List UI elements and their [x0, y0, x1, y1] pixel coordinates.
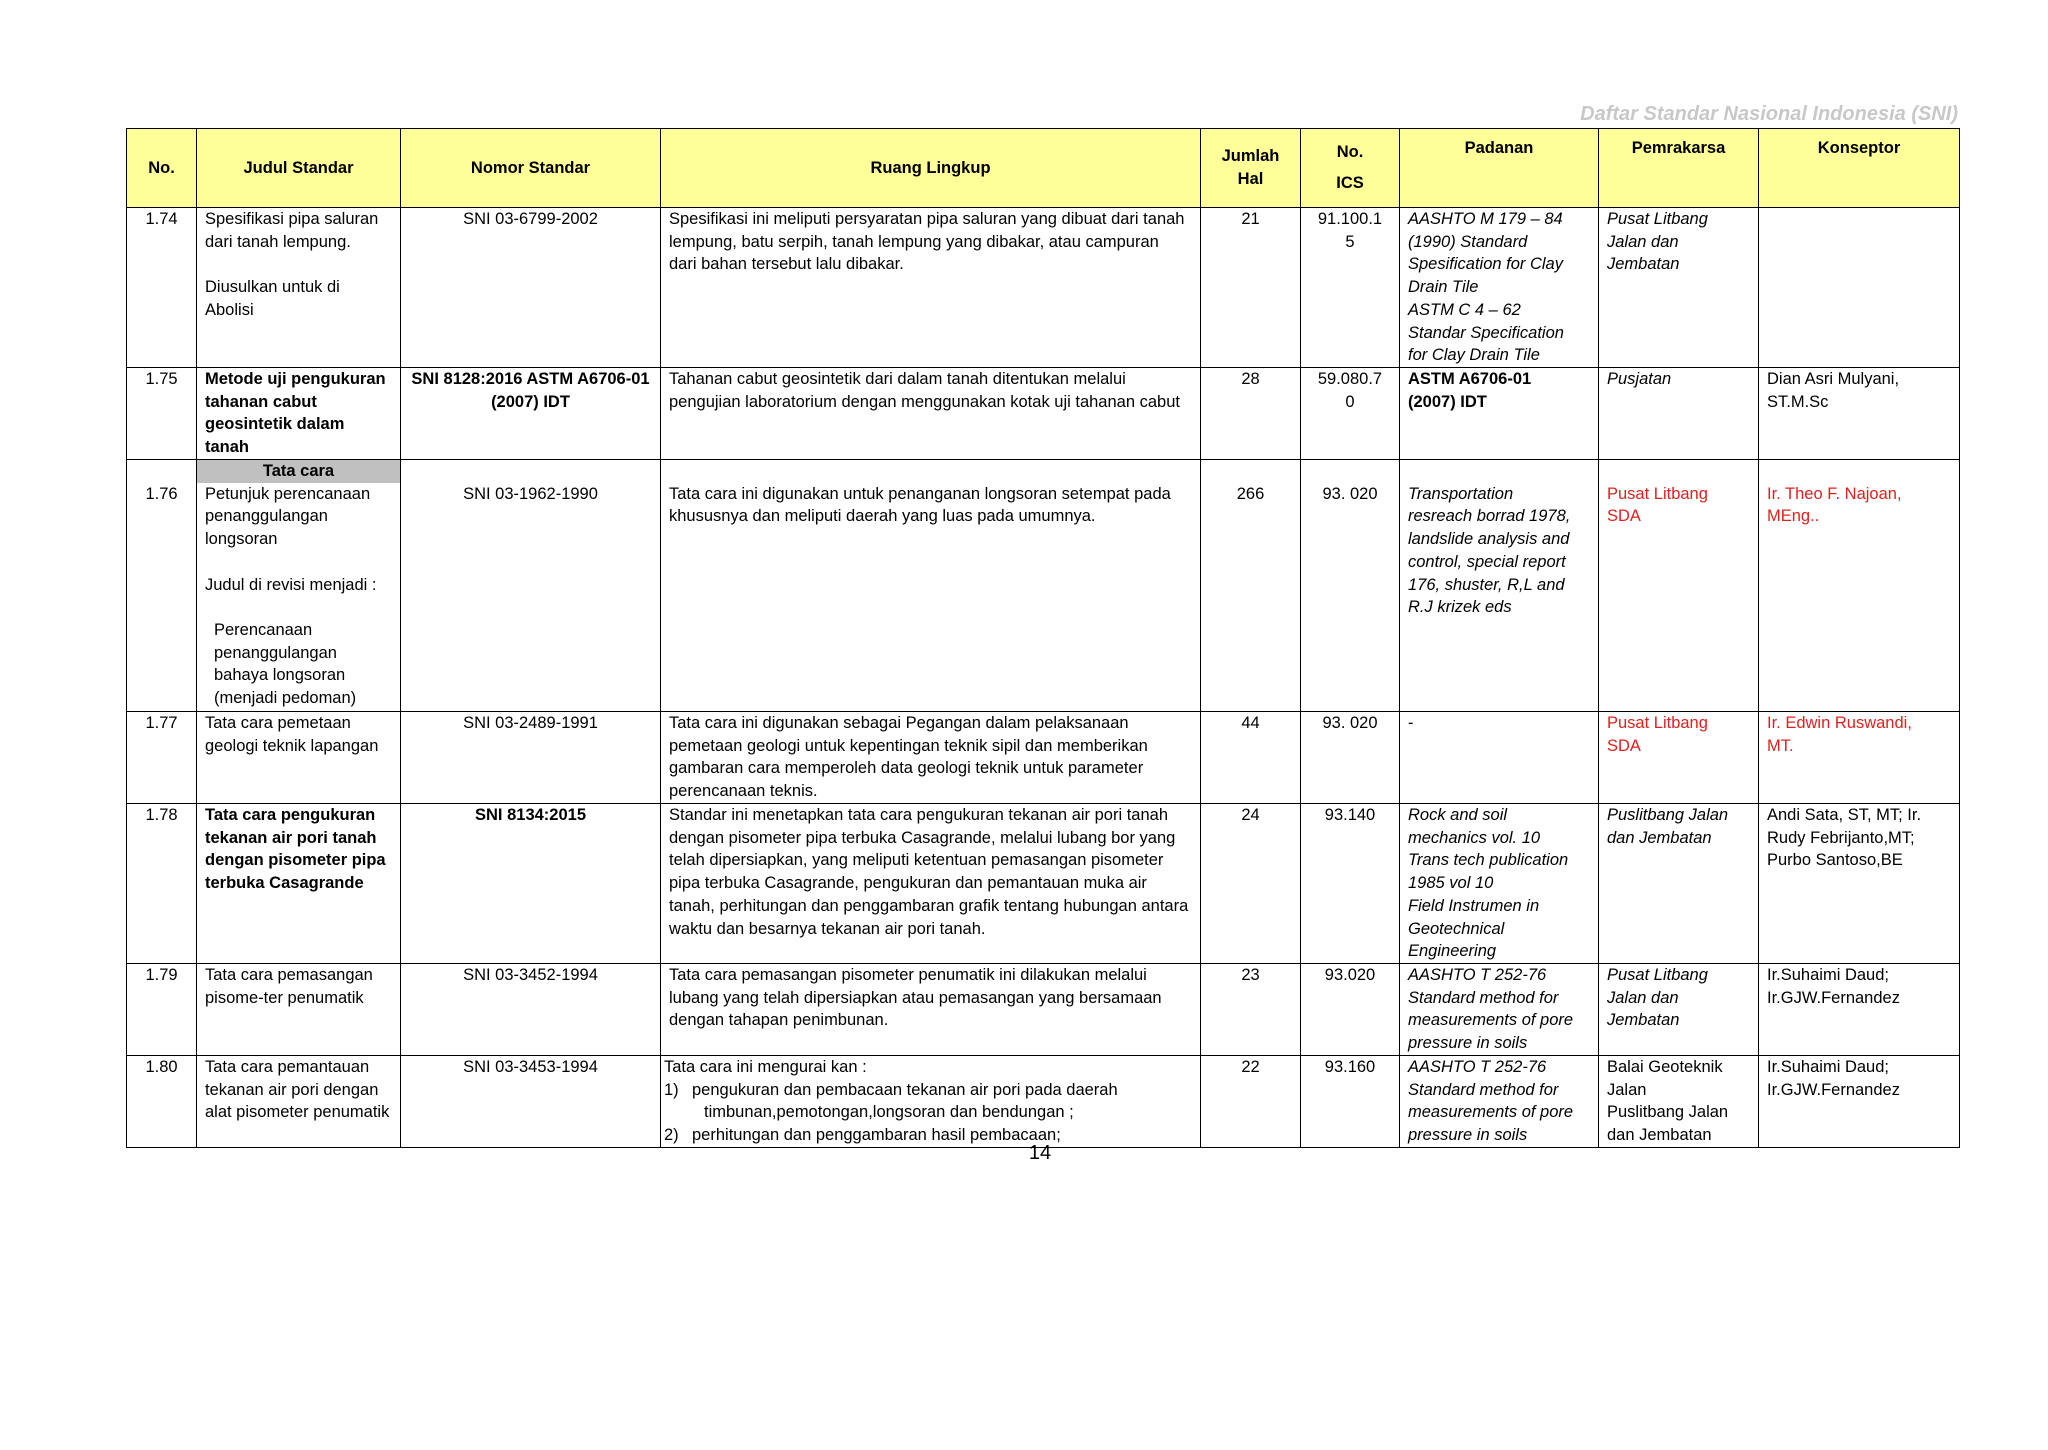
- row-padanan: Rock and soil mechanics vol. 10 Trans tech publication 1985 vol 10 Field Instrumen in Geotechnical Engineering: [1400, 804, 1599, 964]
- row-nomor: SNI 8128:2016 ASTM A6706-01 (2007) IDT: [401, 368, 661, 460]
- table-row: [127, 804, 1960, 964]
- row-konseptor: Ir. Theo F. Najoan, MEng..: [1759, 460, 1960, 712]
- row-padanan: AASHTO M 179 – 84 (1990) Standard Spesification for Clay Drain Tile ASTM C 4 – 62 Standar Specification for Clay Drain Tile: [1400, 208, 1599, 368]
- document-header: Daftar Standar Nasional Indonesia (SNI): [1580, 103, 1958, 125]
- row-judul: Tata cara pemetaan geologi teknik lapangan: [197, 712, 401, 804]
- row-pemrakarsa: Pusat Litbang SDA: [1599, 712, 1759, 804]
- row-jumlah-hal: 266: [1201, 460, 1301, 712]
- row-ruang-lingkup: Tahanan cabut geosintetik dari dalam tanah ditentukan melalui pengujian laboratorium dengan menggunakan kotak uji tahanan cabut: [661, 368, 1201, 460]
- row-no: 1.77: [127, 712, 197, 804]
- row-ics: 91.100.1 5: [1301, 208, 1400, 368]
- row-ruang-lingkup: Tata cara ini digunakan untuk penanganan longsoran setempat pada khususnya dan meliputi daerah yang luas pada umumnya.: [661, 460, 1201, 712]
- col-header-pemrakarsa: Pemrakarsa: [1599, 129, 1759, 208]
- row-pemrakarsa: Balai Geoteknik Jalan Puslitbang Jalan dan Jembatan: [1599, 1056, 1759, 1148]
- row-jumlah-hal: 24: [1201, 804, 1301, 964]
- row-jumlah-hal: 21: [1201, 208, 1301, 368]
- row-judul: Tata cara pemantauan tekanan air pori dengan alat pisometer penumatik: [197, 1056, 401, 1148]
- row-judul: Metode uji pengukuran tahanan cabut geosintetik dalam tanah: [197, 368, 401, 460]
- row-nomor: SNI 03-2489-1991: [401, 712, 661, 804]
- row-padanan: ASTM A6706-01 (2007) IDT: [1400, 368, 1599, 460]
- col-header-judul: Judul Standar: [197, 129, 401, 208]
- row-no: 1.79: [127, 964, 197, 1056]
- row-no: 1.75: [127, 368, 197, 460]
- table-row: [127, 460, 1960, 712]
- row-pemrakarsa: Pusat Litbang Jalan dan Jembatan: [1599, 964, 1759, 1056]
- row-ruang-lingkup: Spesifikasi ini meliputi persyaratan pipa saluran yang dibuat dari tanah lempung, batu serpih, tanah lempung yang dibakar, atau campuran dari bahan tersebut lalu dibakar.: [661, 208, 1201, 368]
- row-ruang-lingkup: Standar ini menetapkan tata cara pengukuran tekanan air pori tanah dengan pisometer pipa terbuka Casagrande, melalui lubang bor yang telah dipersiapkan, yang meliputi ketentuan pemasangan pisometer pipa terbuka Casagrande, pengukuran dan pemantauan muka air tanah, perhitungan dan penggambaran grafik tentang hubungan antara waktu dan besarnya tekanan air pori tanah.: [661, 804, 1201, 964]
- table-row: [127, 1056, 1960, 1148]
- row-ruang-lingkup: Tata cara pemasangan pisometer penumatik ini dilakukan melalui lubang yang telah dipersiapkan atau pemasangan yang bersamaan dengan tahapan penimbunan.: [661, 964, 1201, 1056]
- row-nomor: SNI 03-1962-1990: [401, 460, 661, 712]
- row-jumlah-hal: 28: [1201, 368, 1301, 460]
- table-row: [127, 368, 1960, 460]
- row-jumlah-hal: 22: [1201, 1056, 1301, 1148]
- row-no: 1.80: [127, 1056, 197, 1148]
- row-padanan: AASHTO T 252-76 Standard method for measurements of pore pressure in soils: [1400, 1056, 1599, 1148]
- scope-list: [664, 1079, 1192, 1147]
- row-nomor: SNI 03-3452-1994: [401, 964, 661, 1056]
- col-header-nomor: Nomor Standar: [401, 129, 661, 208]
- row-pemrakarsa: Pusat Litbang SDA: [1599, 460, 1759, 712]
- row-pemrakarsa: Pusat Litbang Jalan dan Jembatan: [1599, 208, 1759, 368]
- table-row: [127, 964, 1960, 1056]
- row-ruang-lingkup: Tata cara ini mengurai kan : 1) pengukuran dan pembacaan tekanan air pori pada daerah timbunan,pemotongan,longsoran dan bendungan ; 2) perhitungan dan penggambaran hasil pembacaan;: [661, 1056, 1201, 1148]
- standards-table: [126, 128, 1960, 1148]
- row-konseptor: Ir.Suhaimi Daud; Ir.GJW.Fernandez: [1759, 1056, 1960, 1148]
- row-ics: 93.020: [1301, 964, 1400, 1056]
- row-padanan: -: [1400, 712, 1599, 804]
- row-ics: 93.140: [1301, 804, 1400, 964]
- row-judul: Tata cara pemasangan pisome-ter penumatik: [197, 964, 401, 1056]
- row-nomor: SNI 03-3453-1994: [401, 1056, 661, 1148]
- table-row: [127, 712, 1960, 804]
- col-header-jumlah-hal: Jumlah Hal: [1201, 129, 1301, 208]
- table-row: [127, 208, 1960, 368]
- row-pemrakarsa: Pusjatan: [1599, 368, 1759, 460]
- page-number: 14: [1028, 1142, 1052, 1164]
- col-header-no: No.: [127, 129, 197, 208]
- col-header-konseptor: Konseptor: [1759, 129, 1960, 208]
- table-header-row: [127, 129, 1960, 208]
- row-nomor: SNI 8134:2015: [401, 804, 661, 964]
- row-ics: 59.080.7 0: [1301, 368, 1400, 460]
- row-konseptor: Ir.Suhaimi Daud; Ir.GJW.Fernandez: [1759, 964, 1960, 1056]
- row-jumlah-hal: 23: [1201, 964, 1301, 1056]
- row-judul: Tata cara pengukuran tekanan air pori tanah dengan pisometer pipa terbuka Casagrande: [197, 804, 401, 964]
- row-no: 1.74: [127, 208, 197, 368]
- row-pemrakarsa: Puslitbang Jalan dan Jembatan: [1599, 804, 1759, 964]
- row-ics: 93. 020: [1301, 712, 1400, 804]
- row-ics: 93.160: [1301, 1056, 1400, 1148]
- col-header-padanan: Padanan: [1400, 129, 1599, 208]
- list-item: 2) perhitungan dan penggambaran hasil pembacaan;: [664, 1126, 1061, 1145]
- row-judul: Spesifikasi pipa saluran dari tanah lempung. Diusulkan untuk di Abolisi: [197, 208, 401, 368]
- section-label: Tata cara: [197, 460, 400, 483]
- col-header-ruang-lingkup: Ruang Lingkup: [661, 129, 1201, 208]
- row-no: 1.78: [127, 804, 197, 964]
- col-header-ics: No. ICS: [1301, 129, 1400, 208]
- row-konseptor: Dian Asri Mulyani, ST.M.Sc: [1759, 368, 1960, 460]
- row-padanan: Transportation resreach borrad 1978, landslide analysis and control, special report 176, shuster, R,L and R.J krizek eds: [1400, 460, 1599, 712]
- row-konseptor: Ir. Edwin Ruswandi, MT.: [1759, 712, 1960, 804]
- row-judul: Tata cara Petunjuk perencanaan penanggulangan longsoran Judul di revisi menjadi : Perencanaan penanggulangan bahaya longsoran (menjadi pedoman): [197, 460, 401, 712]
- row-ics: 93. 020: [1301, 460, 1400, 712]
- row-ruang-lingkup: Tata cara ini digunakan sebagai Pegangan dalam pelaksanaan pemetaan geologi untuk kepentingan teknik sipil dan memberikan gambaran cara memperoleh data geologi teknik untuk parameter perencanaan teknis.: [661, 712, 1201, 804]
- row-padanan: AASHTO T 252-76 Standard method for measurements of pore pressure in soils: [1400, 964, 1599, 1056]
- list-item: 1) pengukuran dan pembacaan tekanan air pori pada daerah timbunan,pemotongan,longsoran dan bendungan ;: [664, 1080, 1118, 1122]
- row-no: 1.76: [127, 460, 197, 712]
- row-konseptor: Andi Sata, ST, MT; Ir. Rudy Febrijanto,MT; Purbo Santoso,BE: [1759, 804, 1960, 964]
- row-konseptor: [1759, 208, 1960, 368]
- row-nomor: SNI 03-6799-2002: [401, 208, 661, 368]
- row-jumlah-hal: 44: [1201, 712, 1301, 804]
